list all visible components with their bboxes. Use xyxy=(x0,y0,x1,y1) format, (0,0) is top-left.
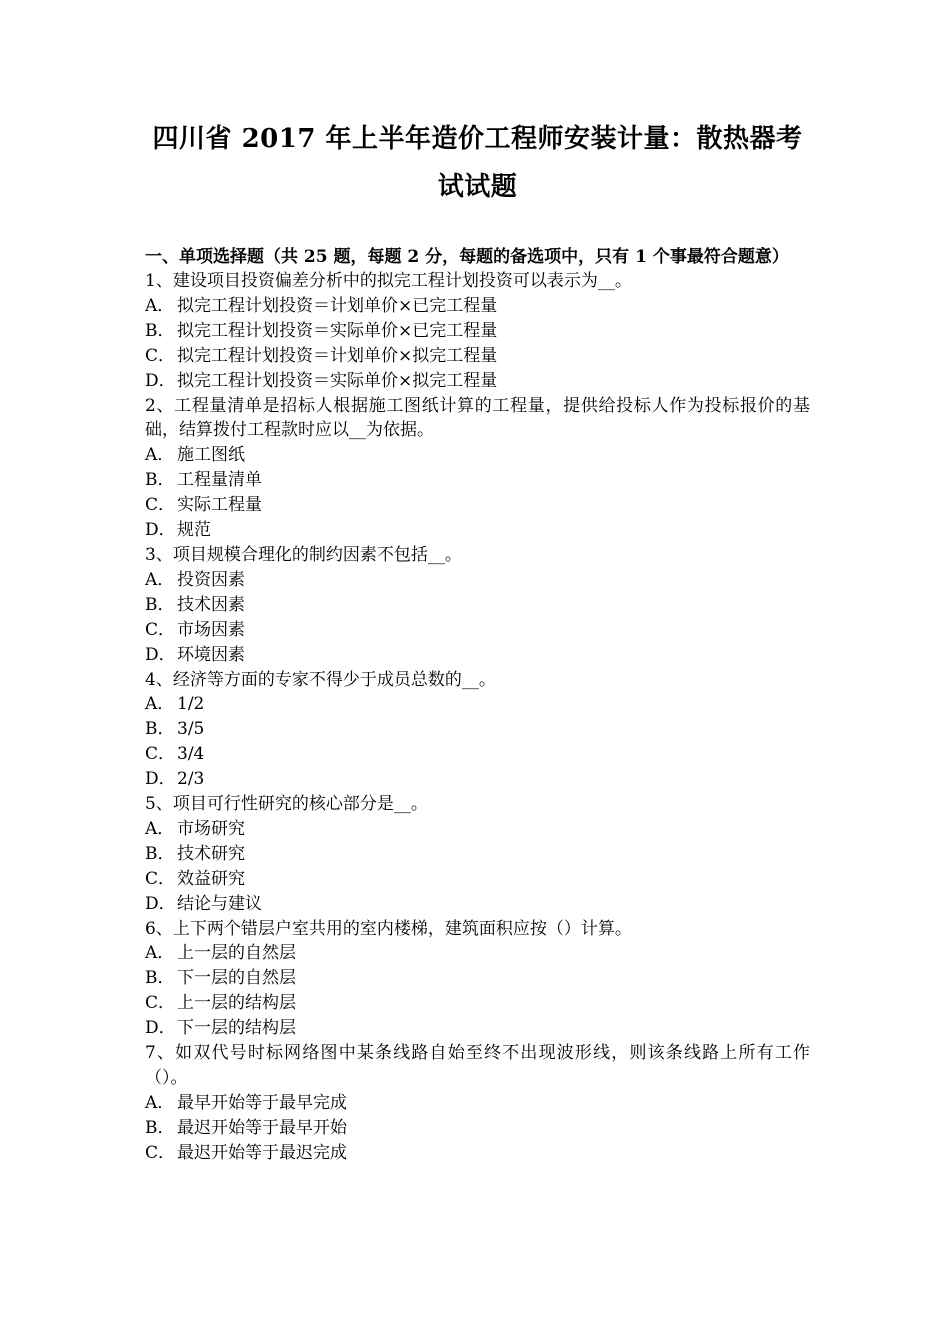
option-text: 拟完工程计划投资＝实际单价×已完工程量 xyxy=(177,320,498,341)
option-letter: C． xyxy=(145,868,176,889)
answer-option xyxy=(145,593,810,618)
answer-option xyxy=(145,294,810,319)
option-letter: D． xyxy=(145,370,176,391)
option-letter: C． xyxy=(145,495,176,516)
option-text: 上一层的自然层 xyxy=(177,943,296,964)
option-letter: C． xyxy=(145,993,176,1014)
option-text: 施工图纸 xyxy=(177,445,245,466)
option-text: 拟完工程计划投资＝实际单价×拟完工程量 xyxy=(177,370,498,391)
answer-option xyxy=(145,568,810,593)
option-text: 最早开始等于最早完成 xyxy=(177,1092,347,1113)
option-letter: A． xyxy=(145,569,175,590)
question-item xyxy=(145,543,810,668)
option-text: 规范 xyxy=(177,520,211,541)
question-stem: 1、建设项目投资偏差分析中的拟完工程计划投资可以表示为__。 xyxy=(145,271,632,291)
option-text: 最迟开始等于最早开始 xyxy=(177,1117,347,1138)
option-letter: B． xyxy=(145,594,175,615)
option-letter: B． xyxy=(145,968,175,989)
option-text: 下一层的自然层 xyxy=(177,968,296,989)
option-text: 最迟开始等于最迟完成 xyxy=(177,1142,347,1163)
option-text: 市场研究 xyxy=(177,818,245,839)
option-letter: B． xyxy=(145,843,175,864)
question-item xyxy=(145,269,810,394)
option-letter: A． xyxy=(145,1092,175,1113)
answer-option xyxy=(145,643,810,668)
option-text: 2/3 xyxy=(177,769,205,790)
document-title: 四川省 2017 年上半年造价工程师安装计量：散热器考试试题 xyxy=(152,124,803,202)
option-letter: D． xyxy=(145,1018,176,1039)
question-item xyxy=(145,917,810,1042)
question-stem: 5、项目可行性研究的核心部分是__。 xyxy=(145,794,428,815)
option-letter: D． xyxy=(145,769,176,790)
option-text: 实际工程量 xyxy=(177,495,262,516)
answer-option xyxy=(145,1016,810,1041)
answer-option xyxy=(145,319,810,344)
option-text: 技术因素 xyxy=(177,594,245,615)
option-text: 拟完工程计划投资＝计划单价×已完工程量 xyxy=(177,295,498,316)
option-letter: C． xyxy=(145,744,176,765)
answer-option xyxy=(145,369,810,394)
answer-option xyxy=(145,443,810,468)
answer-option xyxy=(145,941,810,966)
option-letter: C． xyxy=(145,345,176,366)
option-letter: A． xyxy=(145,818,175,839)
option-letter: B． xyxy=(145,719,175,740)
question-stem: 6、上下两个错层户室共用的室内楼梯，建筑面积应按（）计算。 xyxy=(145,918,632,939)
option-text: 1/2 xyxy=(177,694,205,715)
question-item xyxy=(145,394,810,543)
option-text: 工程量清单 xyxy=(177,470,262,491)
question-stem: 2、工程量清单是招标人根据施工图纸计算的工程量，提供给投标人作为投标报价的基础，结算拨付工程款时应以__为依据。 xyxy=(145,395,810,441)
answer-option xyxy=(145,518,810,543)
option-letter: C． xyxy=(145,1142,176,1163)
option-text: 效益研究 xyxy=(177,868,245,889)
answer-option xyxy=(145,842,810,867)
option-text: 环境因素 xyxy=(177,644,245,665)
option-letter: A． xyxy=(145,445,175,466)
answer-option xyxy=(145,817,810,842)
answer-option xyxy=(145,692,810,717)
question-stem: 3、项目规模合理化的制约因素不包括__。 xyxy=(145,544,462,565)
answer-option xyxy=(145,344,810,369)
answer-option xyxy=(145,618,810,643)
question-list xyxy=(145,269,810,1166)
option-text: 下一层的结构层 xyxy=(177,1018,296,1039)
option-letter: A． xyxy=(145,295,175,316)
answer-option xyxy=(145,892,810,917)
question-item xyxy=(145,668,810,793)
option-text: 3/5 xyxy=(177,719,205,740)
option-text: 拟完工程计划投资＝计划单价×拟完工程量 xyxy=(177,345,498,366)
answer-option xyxy=(145,493,810,518)
question-item xyxy=(145,1041,810,1166)
option-letter: D． xyxy=(145,520,176,541)
section-heading: 一、单项选择题（共 25 题，每题 2 分，每题的备选项中，只有 1 个事最符合题意） xyxy=(145,247,789,267)
answer-option xyxy=(145,742,810,767)
answer-option xyxy=(145,468,810,493)
answer-option xyxy=(145,966,810,991)
answer-option xyxy=(145,767,810,792)
question-stem: 7、如双代号时标网络图中某条线路自始至终不出现波形线，则该条线路上所有工作（）。 xyxy=(145,1043,810,1088)
answer-option xyxy=(145,717,810,742)
option-letter: A． xyxy=(145,694,175,715)
option-text: 3/4 xyxy=(177,744,205,765)
answer-option xyxy=(145,1091,810,1116)
option-letter: B． xyxy=(145,470,175,491)
question-item xyxy=(145,792,810,917)
option-letter: B． xyxy=(145,1117,175,1138)
answer-option xyxy=(145,1116,810,1141)
option-letter: B． xyxy=(145,320,175,341)
option-letter: A． xyxy=(145,943,175,964)
answer-option xyxy=(145,991,810,1016)
option-text: 结论与建议 xyxy=(177,893,262,914)
option-letter: D． xyxy=(145,893,176,914)
question-stem: 4、经济等方面的专家不得少于成员总数的__。 xyxy=(145,669,496,690)
answer-option xyxy=(145,867,810,892)
option-text: 技术研究 xyxy=(177,843,245,864)
document-page xyxy=(145,0,810,1166)
option-text: 上一层的结构层 xyxy=(177,993,296,1014)
option-text: 投资因素 xyxy=(177,569,245,590)
option-letter: D． xyxy=(145,644,176,665)
option-letter: C． xyxy=(145,619,176,640)
answer-option xyxy=(145,1141,810,1166)
option-text: 市场因素 xyxy=(177,619,245,640)
